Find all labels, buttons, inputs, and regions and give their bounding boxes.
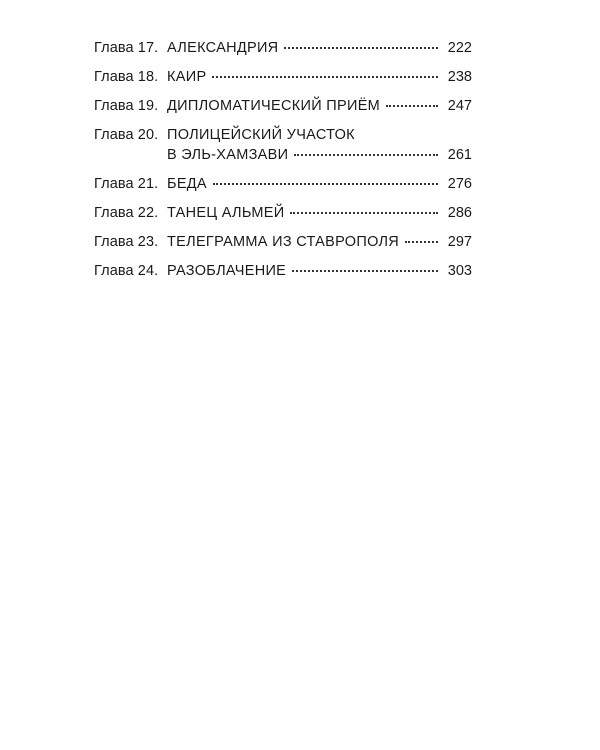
- chapter-title-line-2: В ЭЛЬ-ХАМЗАВИ: [167, 147, 289, 163]
- chapter-number: Глава 18.: [94, 69, 159, 85]
- chapter-title: ТАНЕЦ АЛЬМЕЙ: [167, 205, 285, 221]
- chapter-number: Глава 23.: [94, 234, 159, 250]
- dot-leader: [386, 104, 438, 107]
- chapter-title: АЛЕКСАНДРИЯ: [167, 40, 279, 56]
- chapter-title: РАЗОБЛАЧЕНИЕ: [167, 263, 287, 279]
- page-number: 303: [447, 263, 472, 279]
- toc-entry-17: [94, 38, 472, 58]
- dot-leader: [292, 269, 438, 272]
- toc-entry-18: [94, 67, 472, 87]
- toc-entry-24: [94, 261, 472, 281]
- chapter-number: Глава 19.: [94, 98, 159, 114]
- toc-entry-21: [94, 174, 472, 194]
- chapter-title: КАИР: [167, 69, 207, 85]
- dot-leader: [405, 240, 438, 243]
- dot-leader: [294, 153, 438, 156]
- page-number: 276: [447, 176, 472, 192]
- chapter-number: Глава 20.: [94, 127, 159, 143]
- toc-entry-19: [94, 96, 472, 116]
- page-number: 297: [447, 234, 472, 250]
- page-number: 247: [447, 98, 472, 114]
- chapter-title: ТЕЛЕГРАММА ИЗ СТАВРОПОЛЯ: [167, 234, 400, 250]
- toc-entry-20: [94, 125, 472, 165]
- table-of-contents: [94, 38, 472, 290]
- chapter-number: Глава 24.: [94, 263, 159, 279]
- page-number: 238: [447, 69, 472, 85]
- dot-leader: [212, 75, 438, 78]
- toc-entry-23: [94, 232, 472, 252]
- page-number: 261: [447, 147, 472, 163]
- chapter-number: Глава 22.: [94, 205, 159, 221]
- chapter-number: Глава 17.: [94, 40, 159, 56]
- chapter-title: ДИПЛОМАТИЧЕСКИЙ ПРИЁМ: [167, 98, 381, 114]
- dot-leader: [213, 182, 438, 185]
- dot-leader: [290, 211, 438, 214]
- chapter-title-line-1: ПОЛИЦЕЙСКИЙ УЧАСТОК: [167, 127, 355, 143]
- page-number: 286: [447, 205, 472, 221]
- chapter-title: БЕДА: [167, 176, 207, 192]
- chapter-number: Глава 21.: [94, 176, 159, 192]
- toc-entry-22: [94, 203, 472, 223]
- page-number: 222: [447, 40, 472, 56]
- dot-leader: [284, 46, 438, 49]
